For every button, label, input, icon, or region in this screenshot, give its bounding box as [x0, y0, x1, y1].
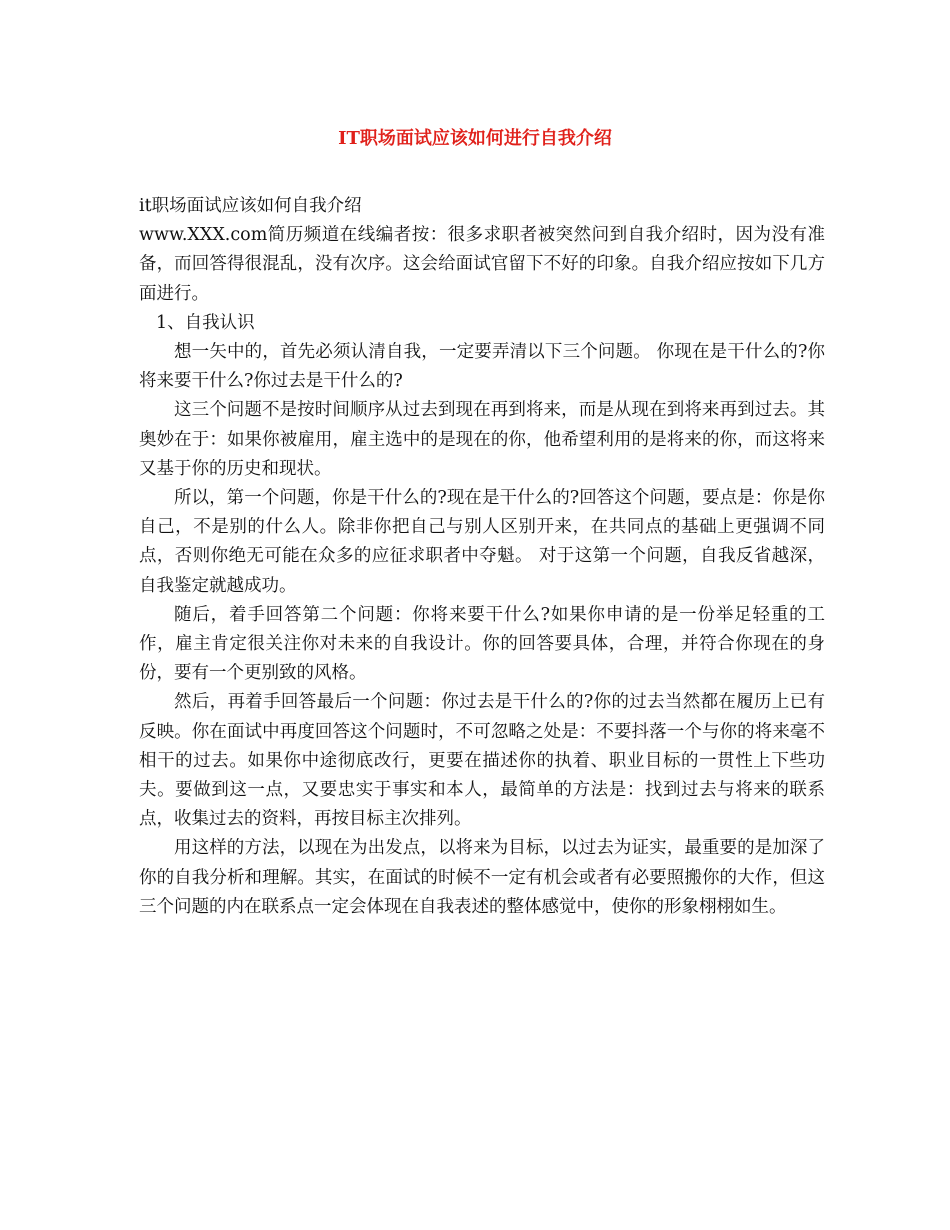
paragraph: 想一矢中的，首先必须认清自我，一定要弄清以下三个问题。 你现在是干什么的?你将来要干什么?你过去是干什么的? [139, 342, 825, 392]
paragraph: 然后，再着手回答最后一个问题：你过去是干什么的?你的过去当然都在履历上已有反映。你在面试中再度回答这个问题时，不可忽略之处是：不要抖落一个与你的将来毫不相干的过去。如果你中途彻底改行，更要在描述你的执着、职业目标的一贯性上下些功夫。要做到这一点，又要忠实于事实和本人，最简单的方法是：找到过去与将来的联系点，收集过去的资料，再按目标主次排列。 [139, 692, 825, 830]
intro-paragraph: www.XXX.com简历频道在线编者按：很多求职者被突然问到自我介绍时，因为没有准备，而回答得很混乱，没有次序。这会给面试官留下不好的印象。自我介绍应按如下几方面进行。 [139, 225, 825, 304]
document-title: IT职场面试应该如何进行自我介绍 [338, 128, 612, 149]
paragraph: 所以，第一个问题，你是干什么的?现在是干什么的?回答这个问题，要点是：你是你自己，不是别的什么人。除非你把自己与别人区别开来，在共同点的基础上更强调不同点，否则你绝无可能在众多的应征求职者中夺魁。 对于这第一个问题，自我反省越深，自我鉴定就越成功。 [139, 488, 825, 596]
document-body [139, 192, 825, 922]
paragraph: 这三个问题不是按时间顺序从过去到现在再到将来，而是从现在到将来再到过去。其奥妙在于：如果你被雇用，雇主选中的是现在的你，他希望利用的是将来的你，而这将来又基于你的历史和现状。 [139, 400, 825, 479]
paragraph: 用这样的方法，以现在为出发点，以将来为目标，以过去为证实，最重要的是加深了你的自我分析和理解。其实，在面试的时候不一定有机会或者有必要照搬你的大作，但这三个问题的内在联系点一定会体现在自我表述的整体感觉中，使你的形象栩栩如生。 [139, 838, 825, 917]
section-heading: 1、自我认识 [156, 312, 255, 333]
subtitle: it职场面试应该如何自我介绍 [139, 196, 362, 216]
paragraph: 随后，着手回答第二个问题：你将来要干什么?如果你申请的是一份举足轻重的工作，雇主肯定很关注你对未来的自我设计。你的回答要具体，合理，并符合你现在的身份，要有一个更别致的风格。 [139, 604, 825, 684]
